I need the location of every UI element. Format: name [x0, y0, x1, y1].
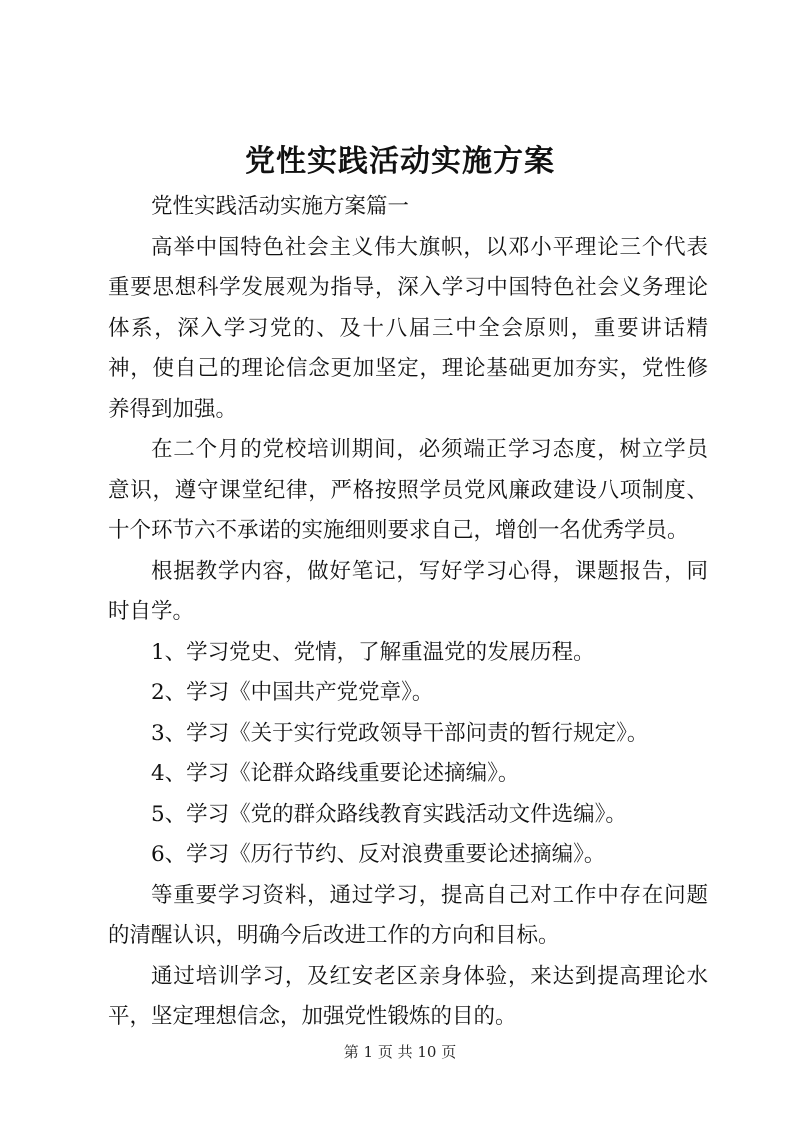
list-item: 2、学习《中国共产党党章》。 [151, 680, 434, 705]
page-number-footer: 第 1 页 共 10 页 [343, 1043, 457, 1061]
list-item: 6、学习《历行节约、反对浪费重要论述摘编》。 [151, 842, 606, 867]
section-heading: 党性实践活动实施方案篇一 [151, 194, 410, 219]
list-item: 5、学习《党的群众路线教育实践活动文件选编》。 [151, 801, 627, 827]
paragraph-guiding-ideology: 高举中国特色社会主义伟大旗帜，以邓小平理论三个代表重要思想科学发展观为指导，深入学习中国特色社会义务理论体系，深入学习党的、及十八届三中全会原则，重要讲话精神，使自己的理论信念更加坚定，理论基础更加夯实，党性修养得到加强。 [108, 234, 708, 422]
document-body [108, 187, 708, 1038]
list-item: 1、学习党史、党情，了解重温党的发展历程。 [151, 639, 595, 665]
document-title: 党性实践活动实施方案 [245, 144, 555, 179]
paragraph-training-goal: 通过培训学习，及红安老区亲身体验，来达到提高理论水平，坚定理想信念，加强党性锻炼的目的。 [108, 963, 708, 1029]
paragraph-training-discipline: 在二个月的党校培训期间，必须端正学习态度，树立学员意识，遵守课堂纪律，严格按照学员党风廉政建设八项制度、十个环节六不承诺的实施细则要求自己，增创一名优秀学员。 [108, 437, 708, 543]
paragraph-self-study: 根据教学内容，做好笔记，写好学习心得，课题报告，同时自学。 [108, 558, 708, 624]
paragraph-study-materials: 等重要学习资料，通过学习，提高自己对工作中存在问题的清醒认识，明确今后改进工作的方向和目标。 [108, 882, 708, 948]
list-item: 3、学习《关于实行党政领导干部问责的暂行规定》。 [151, 720, 649, 746]
list-item: 4、学习《论群众路线重要论述摘编》。 [151, 761, 520, 786]
